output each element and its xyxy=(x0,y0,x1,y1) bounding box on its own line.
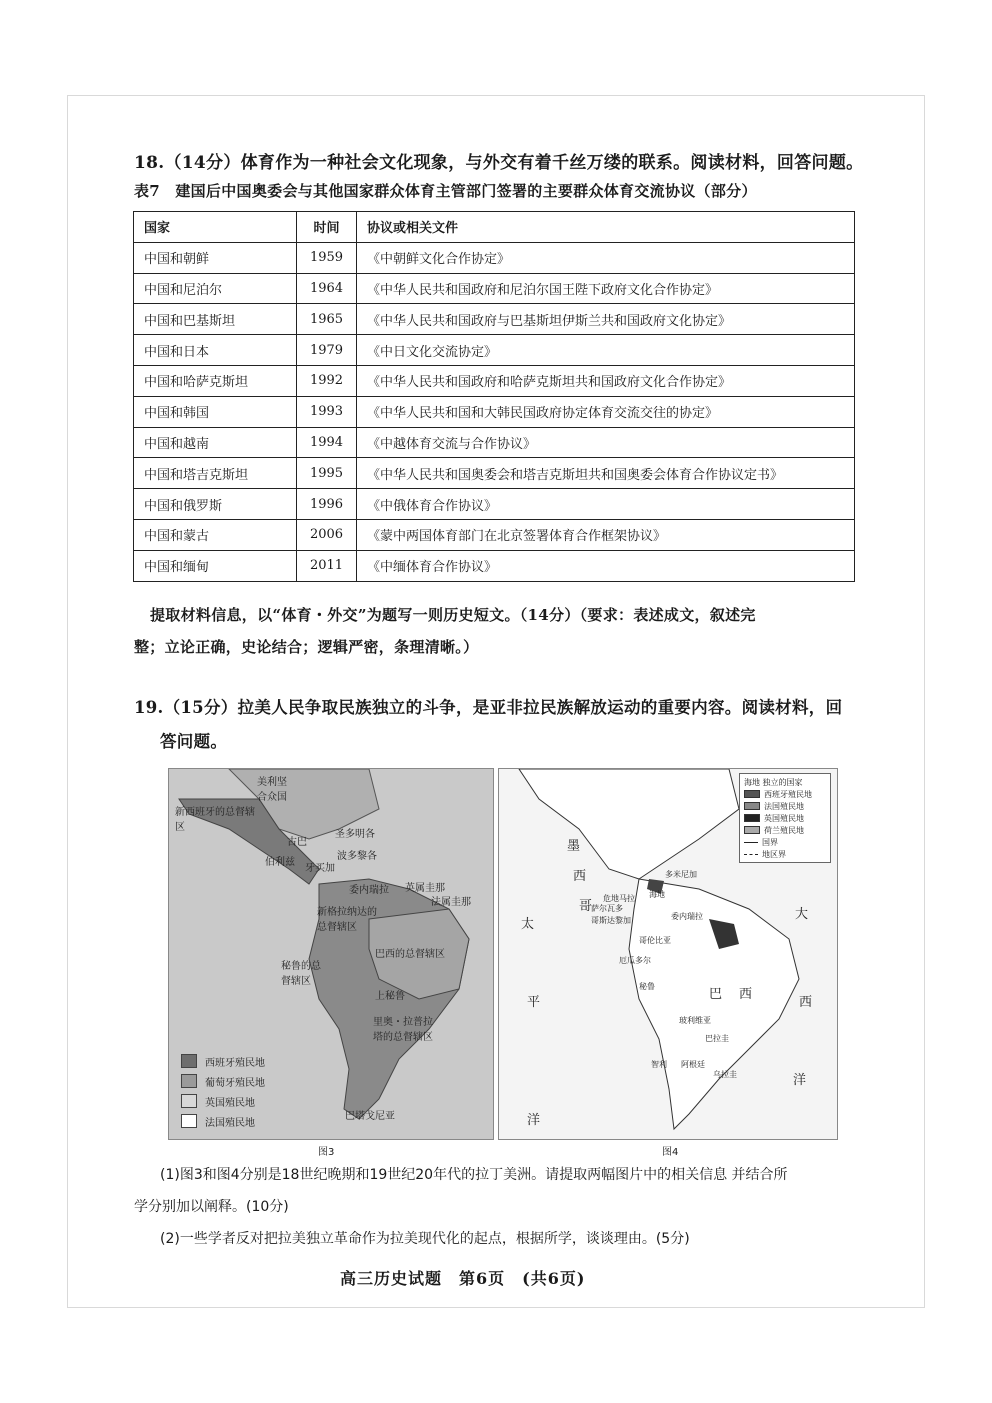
table-row xyxy=(134,396,855,427)
map3-label: 秘鲁的总督辖区 xyxy=(281,961,321,987)
page-footer: 高三历史试题 第6页 (共6页) xyxy=(340,1269,586,1288)
question-18-stem: 18.（14分）体育作为一种社会文化现象，与外交有着千丝万缕的联系。阅读材料，回答问题。 xyxy=(134,153,864,173)
map3-label: 伯利兹 xyxy=(265,857,295,868)
legend-label: 法国殖民地 xyxy=(764,801,804,811)
cell-country: 中国和塔吉克斯坦 xyxy=(134,458,297,489)
cell-year: 1992 xyxy=(297,365,357,396)
map4-label: 太 xyxy=(521,917,535,932)
cell-year: 1964 xyxy=(297,273,357,304)
map3-legend xyxy=(181,1051,265,1131)
map3-label: 上秘鲁 xyxy=(375,991,405,1002)
cell-document: 《中华人民共和国政府和哈萨克斯坦共和国政府文化合作协定》 xyxy=(357,365,855,396)
cell-document: 《中缅体育合作协议》 xyxy=(357,550,855,581)
cell-year: 1994 xyxy=(297,427,357,458)
header-year: 时间 xyxy=(297,212,357,243)
map4-label: 平 xyxy=(527,995,541,1010)
legend-label: 英国殖民地 xyxy=(205,1097,255,1109)
figure-4-caption: 图4 xyxy=(662,1147,679,1158)
cell-year: 2011 xyxy=(297,550,357,581)
cell-year: 2006 xyxy=(297,519,357,550)
cell-country: 中国和越南 xyxy=(134,427,297,458)
legend-swatch xyxy=(744,826,760,834)
map3-label: 牙买加 xyxy=(305,863,335,874)
table-header-row xyxy=(134,212,855,243)
cell-document: 《中朝鲜文化合作协定》 xyxy=(357,242,855,273)
cell-country: 中国和日本 xyxy=(134,335,297,366)
map3-label: 古巴 xyxy=(287,837,307,848)
map4-label: 危地马拉 xyxy=(603,894,635,903)
map4-legend xyxy=(739,773,831,863)
map4-legend-item xyxy=(744,800,826,812)
table-row xyxy=(134,365,855,396)
cell-document: 《中华人民共和国政府与巴基斯坦伊斯兰共和国政府文化协定》 xyxy=(357,304,855,335)
map4-legend-item xyxy=(744,824,826,836)
map3-label: 新格拉纳达的总督辖区 xyxy=(317,907,377,933)
table-row xyxy=(134,458,855,489)
map4-label: 西 xyxy=(799,995,813,1010)
cell-year: 1995 xyxy=(297,458,357,489)
question-19-stem: 19.（15分）拉美人民争取民族独立的斗争，是亚非拉民族解放运动的重要内容。阅读材料，回 xyxy=(134,698,843,717)
legend-swatch xyxy=(181,1054,197,1068)
map4-label: 巴 xyxy=(709,987,723,1002)
legend-swatch xyxy=(181,1074,197,1088)
map4-label: 洋 xyxy=(793,1073,807,1088)
map4-label: 巴拉圭 xyxy=(705,1034,729,1043)
map4-legend-item xyxy=(744,776,826,788)
table-row xyxy=(134,489,855,520)
cell-country: 中国和蒙古 xyxy=(134,519,297,550)
legend-swatch xyxy=(181,1094,197,1108)
map3-legend-item xyxy=(181,1051,265,1071)
map4-label: 哥斯达黎加 xyxy=(591,916,631,925)
maps-area xyxy=(168,768,838,1158)
agreements-table xyxy=(133,211,855,582)
figure-3-caption: 图3 xyxy=(318,1147,335,1158)
map3-label: 委内瑞拉 xyxy=(349,885,389,896)
legend-label: 西班牙殖民地 xyxy=(205,1057,265,1069)
cell-year: 1993 xyxy=(297,396,357,427)
cell-country: 中国和巴基斯坦 xyxy=(134,304,297,335)
map4-label: 智利 xyxy=(651,1060,667,1069)
map4-label: 玻利维亚 xyxy=(679,1016,711,1025)
map4-label: 哥伦比亚 xyxy=(639,936,671,945)
cell-country: 中国和朝鲜 xyxy=(134,242,297,273)
cell-country: 中国和俄罗斯 xyxy=(134,489,297,520)
legend-label: 海地 独立的国家 xyxy=(744,777,803,787)
legend-label: 西班牙殖民地 xyxy=(764,789,812,799)
map3-legend-item xyxy=(181,1071,265,1091)
table-row xyxy=(134,519,855,550)
table-row xyxy=(134,242,855,273)
legend-swatch xyxy=(744,842,758,843)
cell-document: 《中华人民共和国和大韩民国政府协定体育交流交往的协定》 xyxy=(357,396,855,427)
cell-document: 《中华人民共和国政府和尼泊尔国王陛下政府文化合作协定》 xyxy=(357,273,855,304)
legend-swatch xyxy=(744,854,758,855)
legend-swatch xyxy=(181,1114,197,1128)
header-document: 协议或相关文件 xyxy=(357,212,855,243)
header-country: 国家 xyxy=(134,212,297,243)
map4-label: 乌拉圭 xyxy=(713,1070,737,1079)
map4-label: 墨 xyxy=(567,839,581,854)
map4-label: 多米尼加 xyxy=(665,870,697,879)
legend-label: 荷兰殖民地 xyxy=(764,825,804,835)
table-row xyxy=(134,273,855,304)
legend-swatch xyxy=(744,802,760,810)
map3-label: 新西班牙的总督辖区 xyxy=(175,807,255,833)
map3-label: 法属圭那 xyxy=(431,897,471,908)
cell-document: 《中华人民共和国奥委会和塔吉克斯坦共和国奥委会体育合作协议定书》 xyxy=(357,458,855,489)
legend-label: 地区界 xyxy=(762,849,786,859)
map4-label: 委内瑞拉 xyxy=(671,912,703,921)
task-line-2: 整；立论正确，史论结合；逻辑严密，条理清晰。） xyxy=(134,638,479,656)
map3-label: 波多黎各 xyxy=(337,851,377,862)
sub-question-1-line-2: 学分别加以阐释。(10分) xyxy=(134,1199,289,1215)
map4-label: 西 xyxy=(573,869,587,884)
map4-legend-item xyxy=(744,788,826,800)
cell-country: 中国和尼泊尔 xyxy=(134,273,297,304)
map3-label: 巴西的总督辖区 xyxy=(375,949,445,960)
cell-document: 《蒙中两国体育部门在北京签署体育合作框架协议》 xyxy=(357,519,855,550)
map4-label: 海地 xyxy=(649,890,665,899)
map4-legend-item xyxy=(744,836,826,848)
map4-label: 秘鲁 xyxy=(639,982,655,991)
legend-label: 国界 xyxy=(762,837,778,847)
cell-document: 《中越体育交流与合作协议》 xyxy=(357,427,855,458)
sub-question-2: (2)一些学者反对把拉美独立革命作为拉美现代化的起点，根据所学，谈谈理由。(5分) xyxy=(160,1231,690,1247)
map3-legend-item xyxy=(181,1091,265,1111)
legend-label: 英国殖民地 xyxy=(764,813,804,823)
map4-label: 哥 xyxy=(579,899,593,914)
cell-document: 《中日文化交流协定》 xyxy=(357,335,855,366)
legend-swatch xyxy=(744,814,760,822)
cell-year: 1965 xyxy=(297,304,357,335)
legend-label: 法国殖民地 xyxy=(205,1117,255,1129)
task-line-1: 提取材料信息，以“体育・外交”为题写一则历史短文。（14分）（要求：表述成文，叙述完 xyxy=(150,606,756,624)
map4-label: 洋 xyxy=(527,1113,541,1128)
cell-year: 1996 xyxy=(297,489,357,520)
map3-label: 巴塔戈尼亚 xyxy=(345,1111,395,1122)
cell-country: 中国和韩国 xyxy=(134,396,297,427)
cell-year: 1979 xyxy=(297,335,357,366)
map4-legend-item xyxy=(744,812,826,824)
map4-label: 西 xyxy=(739,987,753,1002)
map4-label: 阿根廷 xyxy=(681,1060,705,1069)
legend-label: 葡萄牙殖民地 xyxy=(205,1077,265,1089)
map3-label: 美利坚合众国 xyxy=(257,777,287,803)
table-row xyxy=(134,304,855,335)
map4-legend-item xyxy=(744,848,826,860)
table-row xyxy=(134,335,855,366)
cell-country: 中国和哈萨克斯坦 xyxy=(134,365,297,396)
map3-label: 里奥・拉普拉塔的总督辖区 xyxy=(373,1017,433,1043)
table-caption: 表7 建国后中国奥委会与其他国家群众体育主管部门签署的主要群众体育交流协议（部分） xyxy=(134,182,757,200)
cell-document: 《中俄体育合作协议》 xyxy=(357,489,855,520)
cell-year: 1959 xyxy=(297,242,357,273)
question-19-stem-cont: 答问题。 xyxy=(160,732,228,751)
sub-question-1-line-1: (1)图3和图4分别是18世纪晚期和19世纪20年代的拉丁美洲。请提取两幅图片中的相关信息 并结合所 xyxy=(160,1167,788,1183)
map4-label: 萨尔瓦多 xyxy=(591,904,623,913)
map3-label: 英属圭那 xyxy=(405,883,445,894)
map3-label: 圣多明各 xyxy=(335,829,375,840)
table-row xyxy=(134,427,855,458)
cell-country: 中国和缅甸 xyxy=(134,550,297,581)
legend-swatch xyxy=(744,790,760,798)
map3-legend-item xyxy=(181,1111,265,1131)
map4-label: 大 xyxy=(795,907,809,922)
map-figure-4 xyxy=(498,768,838,1140)
map-figure-3 xyxy=(168,768,494,1140)
table-row xyxy=(134,550,855,581)
map4-label: 厄瓜多尔 xyxy=(619,956,651,965)
